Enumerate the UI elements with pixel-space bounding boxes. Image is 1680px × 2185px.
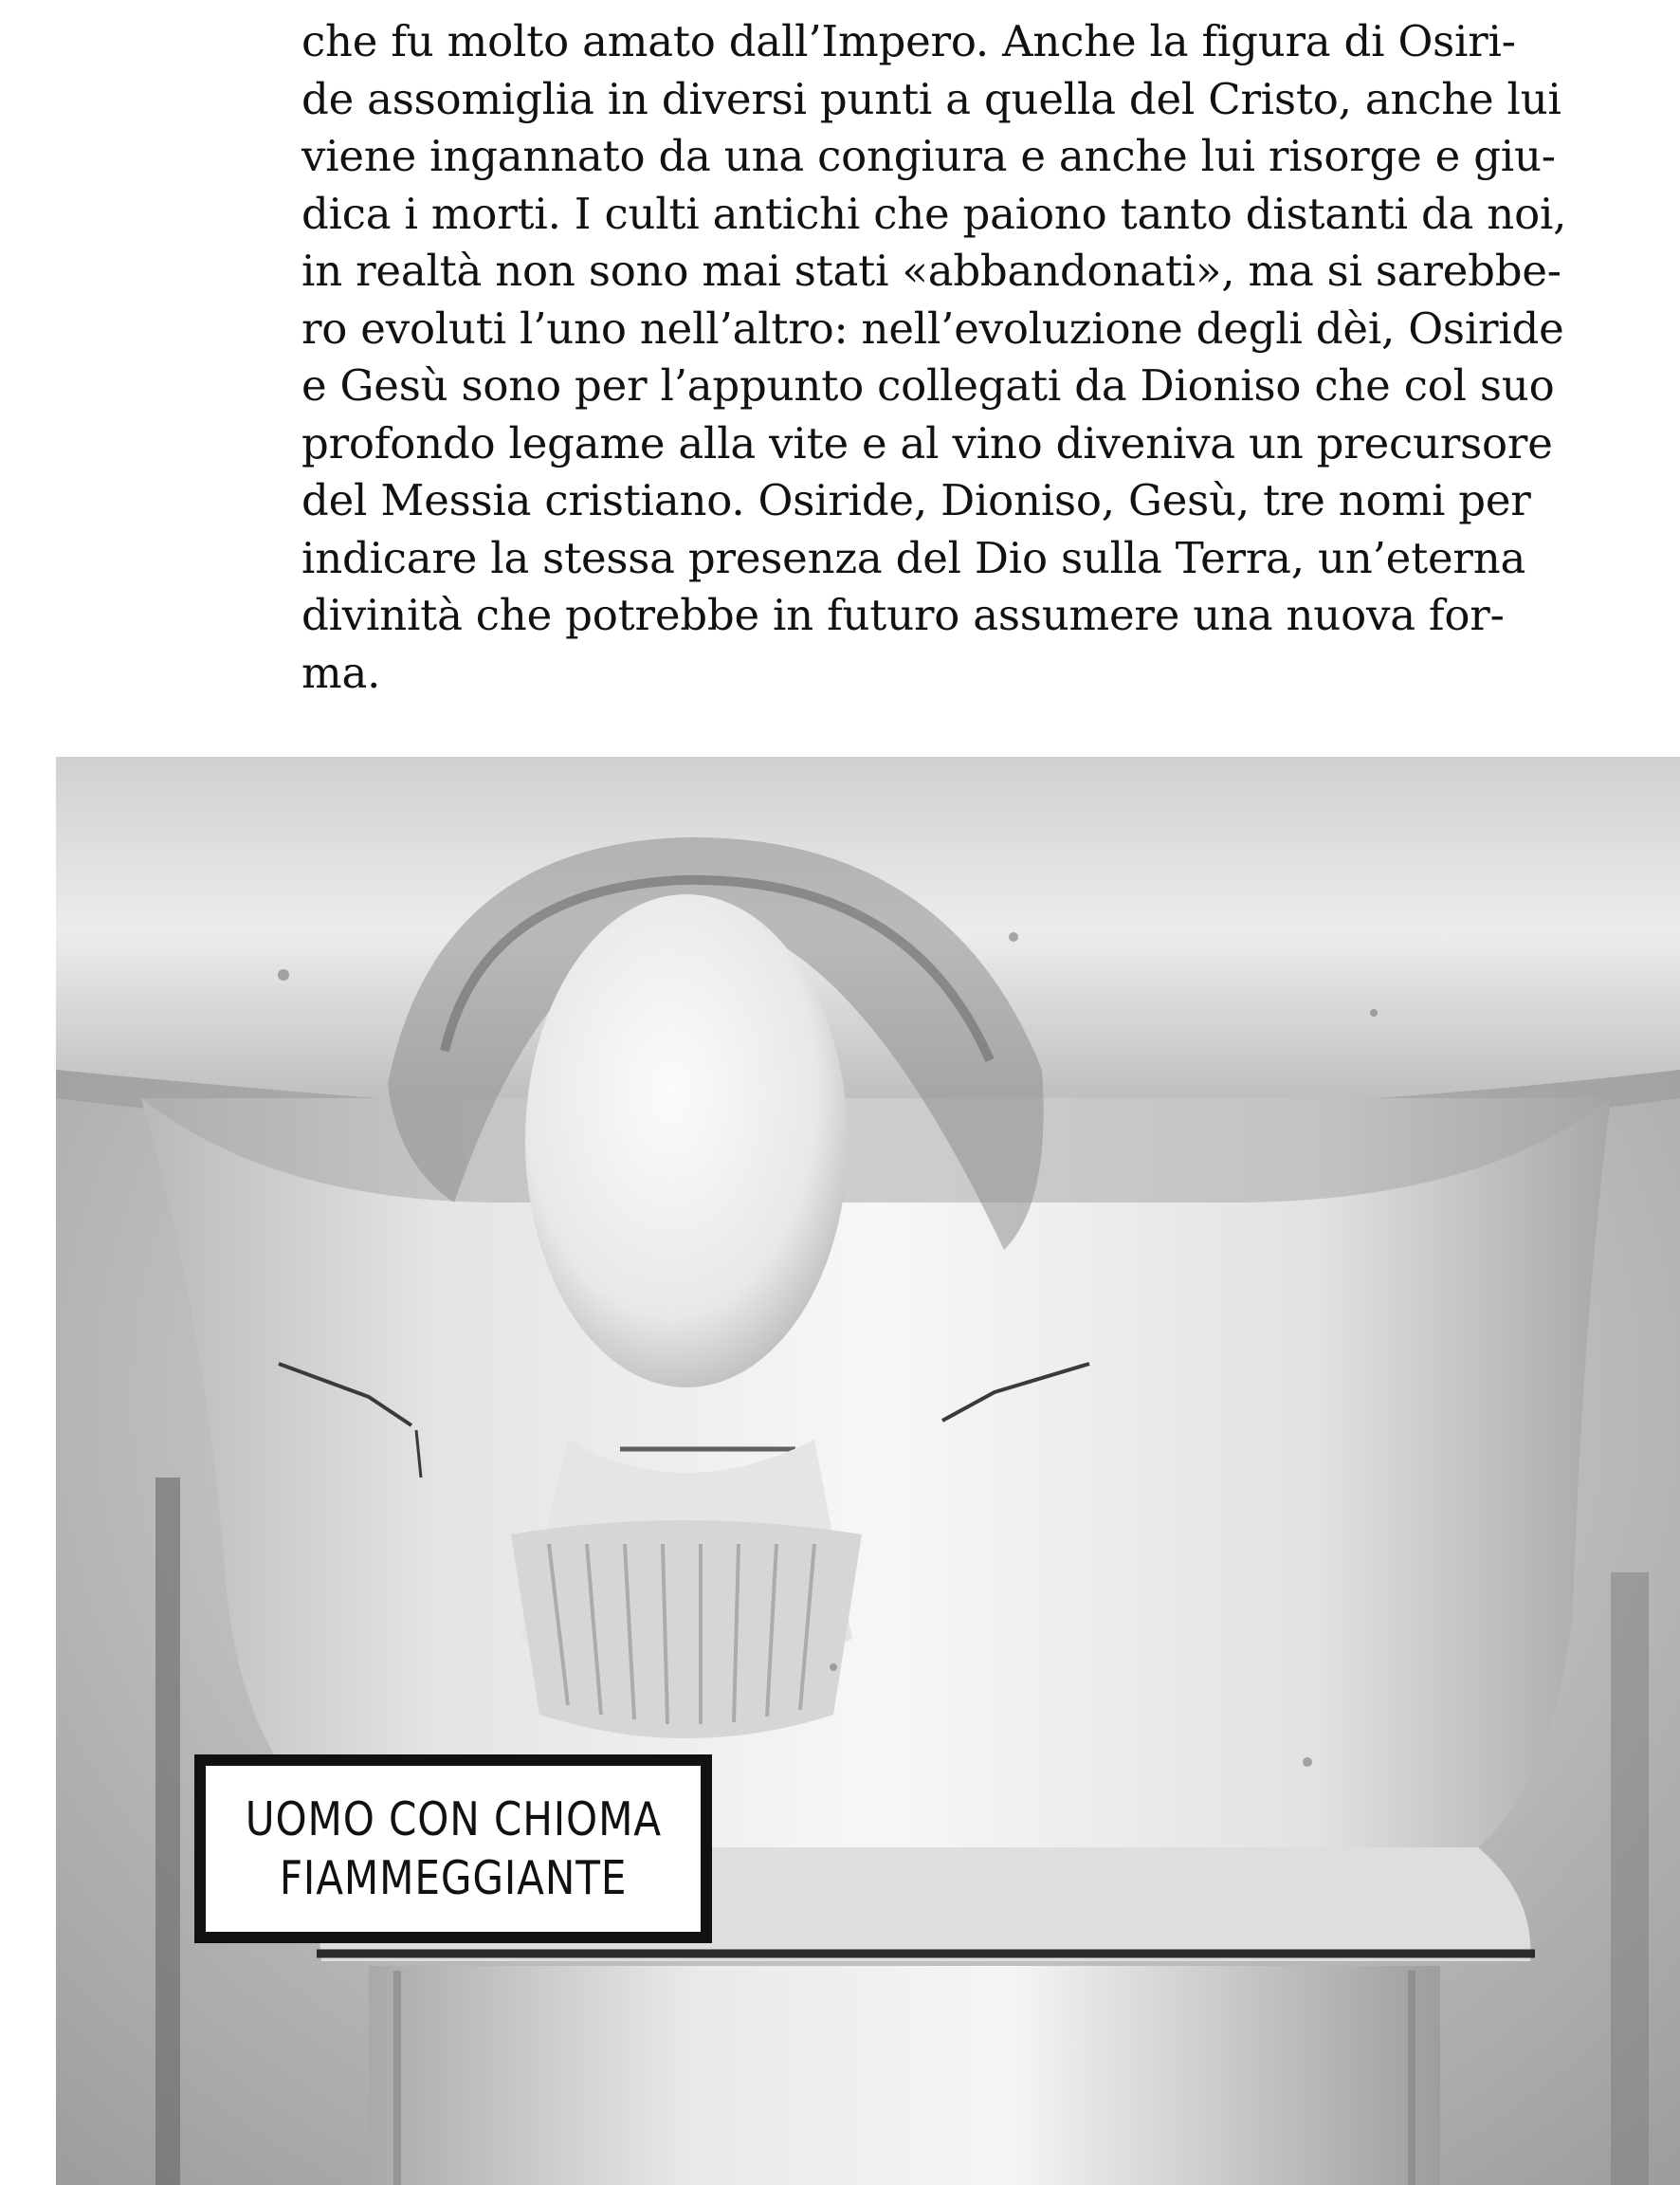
text-line: ma. [301,647,381,698]
text-line: e Gesù sono per l’appunto collegati da Dioniso che col suo [301,360,1555,411]
capital-illustration [56,757,1680,2185]
text-line: ro evoluti l’uno nell’altro: nell’evoluzione degli dèi, Osiride [301,303,1564,354]
caption-box [194,1754,712,1943]
stone-capital-photo [56,757,1680,2185]
text-line: indicare la stessa presenza del Dio sulla Terra, un’eterna [301,532,1526,583]
text-line: viene ingannato da una congiura e anche lui risorge e giu- [301,131,1556,181]
caption-line: FIAMMEGGIANTE [279,1850,628,1905]
caption-line: UOMO CON CHIOMA [245,1791,662,1846]
text-line: divinità che potrebbe in futuro assumere una nuova for- [301,590,1505,640]
text-line: dica i morti. I culti antichi che paiono tanto distanti da noi, [301,188,1567,239]
text-line: del Messia cristiano. Osiride, Dioniso, Gesù, tre nomi per [301,475,1531,525]
text-line: in realtà non sono mai stati «abbandonati», ma si sarebbe- [301,246,1561,296]
text-line: che fu molto amato dall’Impero. Anche la figura di Osiri- [301,16,1516,66]
text-line: de assomiglia in diversi punti a quella del Cristo, anche lui [301,73,1561,124]
text-line: profondo legame alla vite e al vino diveniva un precursore [301,417,1553,468]
body-text [301,13,1567,702]
